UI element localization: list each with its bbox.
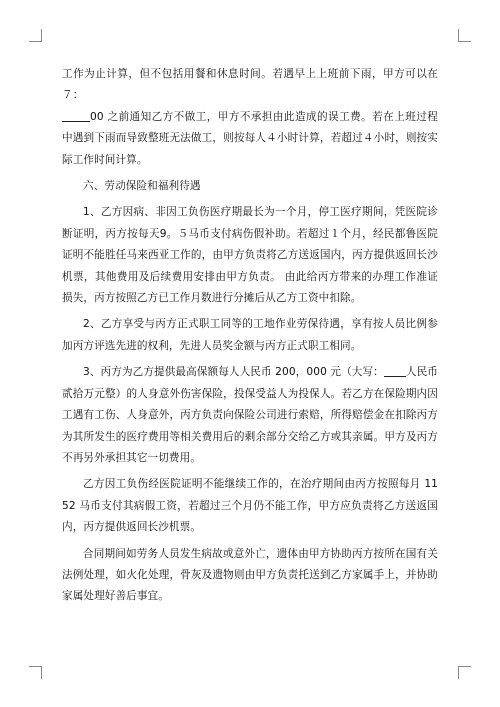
paragraph-sick-leave: 1、乙方因病、非因工负伤医疗期最长为一个月，停工医疗期间，凭医院诊断证明，丙方按每天9。５马币支付病伤假补助。若超过１个月，经民都鲁医院证明不能胜任马来西亚工作的，由甲方负责将乙方送返国内，丙方提供返回长沙机票，其他费用及后续费用安排由甲方负责。 由此给丙方带来的办理工作准证损失，丙方按照乙方已工作月数进行分摊后从乙方工资中扣除。	[62, 206, 438, 305]
paragraph-work-time-part2: 00 之前通知乙方不做工，甲方不承担由此造成的误工费。若在上班过程中遇到下雨而导致整班无法做工，则按每人４小时计算，若超过４小时，则按实际工作时间计算。	[62, 110, 438, 166]
paragraph-labor-protection: 2、乙方享受与丙方正式职工同等的工地作业劳保待遇，享有按人员比例参加丙方评选先进的权利，先进人员奖金额与丙方正式职工相同。	[62, 318, 438, 352]
document-page	[62, 64, 438, 613]
paragraph-work-time	[62, 64, 438, 171]
crop-mark-bottom-right	[458, 666, 471, 679]
crop-mark-top-left	[29, 29, 42, 42]
fill-in-blank	[384, 364, 406, 377]
paragraph-death-handling: 合同期间如劳务人员发生病故或意外亡，遗体由甲方协助丙方按所在国有关法例处理，如火化处理，骨灰及遗物则由甲方负责托送到乙方家属手上，并协助家属处理好善后事宜。	[62, 547, 438, 603]
section-heading-insurance: 六、劳动保险和福利待遇	[83, 180, 201, 193]
paragraph-work-time-part1: 工作为止计算，但不包括用餐和休息时间。若遇早上上班前下雨，甲方可以在７：	[62, 68, 438, 102]
crop-mark-top-right	[458, 29, 471, 42]
crop-mark-bottom-left	[29, 666, 42, 679]
fill-in-blank	[62, 109, 90, 122]
paragraph-accident-insurance	[62, 362, 438, 469]
paragraph-accident-insurance-part2: 人民币贰拾万元整）的人身意外伤害保险，投保受益人为投保人。若乙方在保险期内因工遇有工伤、人身意外，丙方负责向保险公司进行索赔，所得赔偿金在扣除丙方为其所发生的医疗费用等相关费用后的剩余部分交给乙方或其亲属。甲方及丙方不再另外承担其它一切费用。	[62, 366, 438, 464]
paragraph-injury-wages: 乙方因工负伤经医院证明不能继续工作的，在治疗期间由丙方按照每月 1152 马币支付其病假工资，若超过三个月仍不能工作，甲方应负责将乙方送返国内，丙方提供返回长沙机票。	[62, 478, 438, 534]
paragraph-accident-insurance-part1: 3、丙方为乙方提供最高保额每人人民币 200，000 元（大写：	[83, 366, 384, 379]
